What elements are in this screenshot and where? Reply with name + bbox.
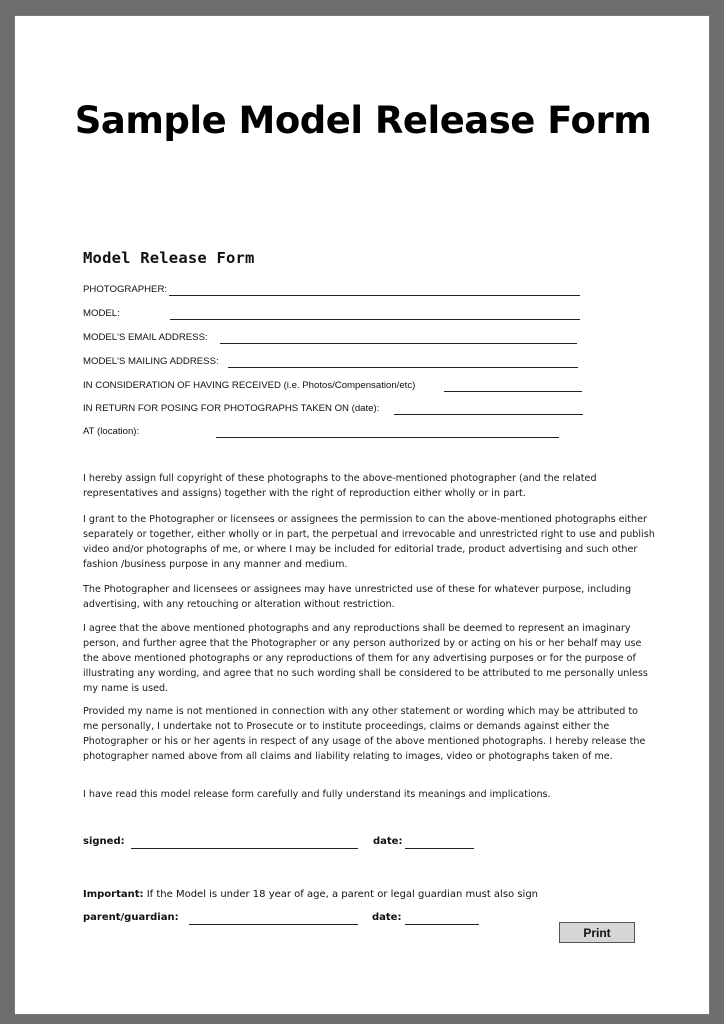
photographer-field: [83, 284, 603, 300]
mailing-address-input-line[interactable]: [228, 356, 578, 368]
signed-date-line[interactable]: [405, 836, 474, 849]
copyright-paragraph: I hereby assign full copyright of these photographs to the above-mentioned photographer (and the related representatives and assigns) together with the right of reproduction either wholly or in part.: [83, 473, 597, 499]
email-input-line[interactable]: [220, 332, 577, 344]
important-label: Important:: [83, 889, 144, 900]
important-text: If the Model is under 18 year of age, a parent or legal guardian must also sign: [143, 889, 539, 900]
model-field: [83, 308, 603, 324]
document-sheet: [26, 27, 700, 1004]
guardian-date-line[interactable]: [405, 912, 479, 925]
print-button[interactable]: Print: [559, 922, 635, 943]
important-note: [83, 889, 538, 900]
mailing-address-field: [83, 356, 603, 372]
guardian-date-label: date:: [372, 912, 402, 923]
date-taken-field: [83, 403, 603, 419]
page-frame: [14, 15, 710, 1015]
guardian-signature-line[interactable]: [189, 912, 358, 925]
location-field: [83, 426, 603, 442]
model-input-line[interactable]: [170, 308, 580, 320]
imaginary-person-paragraph: I agree that the above mentioned photographs and any reproductions shall be deemed to represent an imaginary person, and further agree that the Photographer or any person authorized by or acting on his or her behalf may use the above mentioned photographs or any reproductions of them for any advertising purposes or for the purpose of illustrating any wording, and agree that no such wording shall be considered to be attributed to me personally unless my name is used.: [83, 623, 648, 694]
date-taken-input-line[interactable]: [394, 403, 583, 415]
location-label: AT (location):: [83, 426, 140, 437]
permission-paragraph: I grant to the Photographer or licensees or assignees the permission to can the above-mentioned photographs either separately or together, either wholly or in part, the perpetual and irrevocable and unrestricted right to use and publish video and/or photographs of me, or where I may be included for editorial trade, product advertising and such other fashion /business purpose in any manner and medium.: [83, 514, 655, 570]
email-field: [83, 332, 603, 348]
signed-date-label: date:: [373, 836, 403, 847]
guardian-row: [83, 912, 503, 928]
form-title: Model Release Form: [83, 249, 255, 267]
signature-row: [83, 836, 503, 852]
location-input-line[interactable]: [216, 426, 559, 438]
release-paragraph: Provided my name is not mentioned in connection with any other statement or wording which may be attributed to me personally, I undertake not to Prosecute or to institute proceedings, claims or demands against either the Photographer or his or her agents in respect of any usage of the above mentioned photographs. I hereby release the photographer named above from all claims and liability relating to images, video or photographs taken of me.: [83, 706, 646, 762]
date-taken-label: IN RETURN FOR POSING FOR PHOTOGRAPHS TAKEN ON (date):: [83, 403, 380, 414]
acknowledgement-paragraph: I have read this model release form carefully and fully understand its meanings and implications.: [83, 789, 551, 800]
consideration-label: IN CONSIDERATION OF HAVING RECEIVED (i.e. Photos/Compensation/etc): [83, 380, 416, 391]
model-label: MODEL:: [83, 308, 120, 319]
mailing-address-label: MODEL'S MAILING ADDRESS:: [83, 356, 219, 367]
photographer-label: PHOTOGRAPHER:: [83, 284, 168, 295]
banner-title: Sample Model Release Form: [74, 99, 652, 142]
email-label: MODEL'S EMAIL ADDRESS:: [83, 332, 208, 343]
signature-line[interactable]: [131, 836, 358, 849]
usage-paragraph: The Photographer and licensees or assignees may have unrestricted use of these for whatever purpose, including advertising, with any retouching or alteration without restriction.: [83, 584, 632, 610]
signed-label: signed:: [83, 836, 125, 847]
guardian-label: parent/guardian:: [83, 912, 179, 923]
photographer-input-line[interactable]: [169, 284, 580, 296]
consideration-input-line[interactable]: [444, 380, 582, 392]
consideration-field: [83, 380, 603, 396]
